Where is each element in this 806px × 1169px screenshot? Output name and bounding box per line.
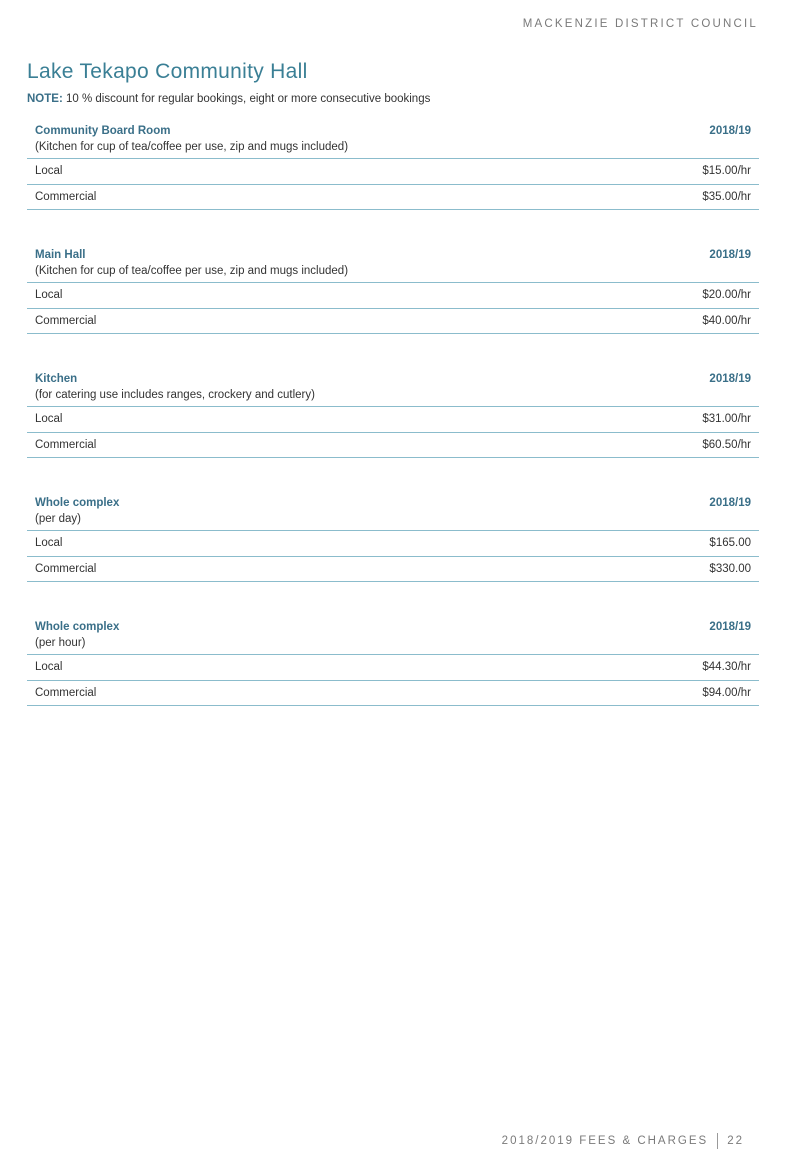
fee-row-commercial bbox=[27, 309, 759, 335]
fee-row-local bbox=[27, 283, 759, 309]
fee-row-local bbox=[27, 531, 759, 557]
fee-value: $31.00/hr bbox=[702, 413, 751, 426]
fee-label: Local bbox=[35, 537, 63, 550]
fee-value: $60.50/hr bbox=[702, 438, 751, 451]
fee-label: Commercial bbox=[35, 190, 97, 203]
fee-section-community-board-room bbox=[27, 124, 759, 210]
section-header bbox=[27, 496, 759, 531]
fee-value: $15.00/hr bbox=[702, 165, 751, 178]
fee-value: $94.00/hr bbox=[702, 686, 751, 699]
fee-sections bbox=[27, 124, 759, 744]
fee-value: $165.00 bbox=[709, 537, 751, 550]
fee-row-commercial bbox=[27, 557, 759, 583]
fee-section-main-hall bbox=[27, 248, 759, 334]
fee-label: Local bbox=[35, 165, 63, 178]
fee-section-whole-complex-per-hour bbox=[27, 620, 759, 706]
section-description: (Kitchen for cup of tea/coffee per use, zip and mugs included) bbox=[35, 141, 349, 153]
section-name: Kitchen bbox=[35, 373, 78, 385]
section-year: 2018/19 bbox=[709, 497, 751, 509]
section-description: (per hour) bbox=[35, 637, 86, 649]
fee-row-local bbox=[27, 159, 759, 185]
section-description: (Kitchen for cup of tea/coffee per use, zip and mugs included) bbox=[35, 265, 349, 277]
fee-label: Commercial bbox=[35, 314, 97, 327]
section-year: 2018/19 bbox=[709, 125, 751, 137]
note-label: NOTE: bbox=[27, 93, 63, 105]
page-title: Lake Tekapo Community Hall bbox=[27, 60, 308, 83]
fee-label: Commercial bbox=[35, 438, 97, 451]
fee-value: $35.00/hr bbox=[702, 190, 751, 203]
fee-label: Local bbox=[35, 289, 63, 302]
section-header bbox=[27, 620, 759, 655]
section-name: Community Board Room bbox=[35, 125, 171, 137]
fee-label: Commercial bbox=[35, 686, 97, 699]
organization-header: MACKENZIE DISTRICT COUNCIL bbox=[522, 18, 758, 30]
section-name: Whole complex bbox=[35, 497, 120, 509]
fee-value: $40.00/hr bbox=[702, 314, 751, 327]
footer-page-number: 22 bbox=[727, 1135, 744, 1147]
section-description: (for catering use includes ranges, crockery and cutlery) bbox=[35, 389, 315, 401]
fee-label: Local bbox=[35, 661, 63, 674]
section-year: 2018/19 bbox=[709, 373, 751, 385]
fee-row-commercial bbox=[27, 681, 759, 707]
footer-document-name: 2018/2019 FEES & CHARGES bbox=[501, 1135, 709, 1147]
fee-value: $20.00/hr bbox=[702, 289, 751, 302]
page-footer bbox=[502, 1133, 744, 1149]
fee-section-kitchen bbox=[27, 372, 759, 458]
fee-row-commercial bbox=[27, 185, 759, 211]
section-header bbox=[27, 124, 759, 159]
section-year: 2018/19 bbox=[709, 621, 751, 633]
section-name: Whole complex bbox=[35, 621, 120, 633]
fee-value: $44.30/hr bbox=[702, 661, 751, 674]
footer-divider bbox=[717, 1133, 718, 1149]
section-header bbox=[27, 372, 759, 407]
section-header bbox=[27, 248, 759, 283]
fee-label: Commercial bbox=[35, 562, 97, 575]
note-text: 10 % discount for regular bookings, eight or more consecutive bookings bbox=[62, 93, 431, 105]
section-year: 2018/19 bbox=[709, 249, 751, 261]
fee-value: $330.00 bbox=[709, 562, 751, 575]
section-name: Main Hall bbox=[35, 249, 86, 261]
fee-section-whole-complex-per-day bbox=[27, 496, 759, 582]
fee-row-commercial bbox=[27, 433, 759, 459]
fee-row-local bbox=[27, 655, 759, 681]
fee-label: Local bbox=[35, 413, 63, 426]
fee-row-local bbox=[27, 407, 759, 433]
section-description: (per day) bbox=[35, 513, 82, 525]
page-note bbox=[27, 93, 430, 105]
